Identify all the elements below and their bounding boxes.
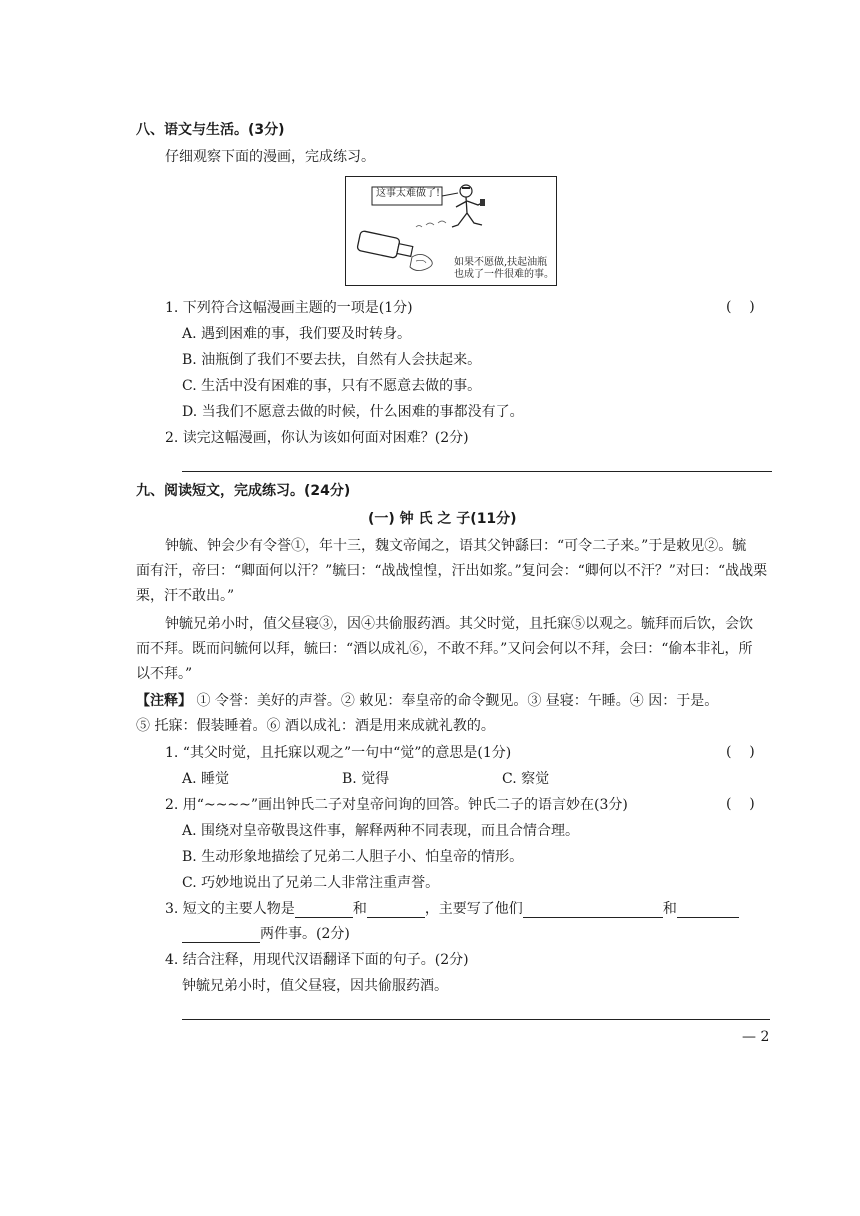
s9-q3-part2: 和 [352, 901, 367, 917]
cartoon-caption-1: 如果不愿做,扶起油瓶 [454, 257, 548, 268]
s9-q4-sentence: 钟毓兄弟小时，值父昼寝，因共偷服药酒。 [182, 978, 448, 994]
s9-q3-blank-event2b[interactable] [182, 928, 260, 943]
s9-q3-line2 [182, 925, 350, 943]
s9-q2-option-c: C. 巧妙地说出了兄弟二人非常注重声誉。 [182, 875, 440, 891]
s8-q1-stem: 1. 下列符合这幅漫画主题的一项是(1分) [165, 300, 413, 316]
notes-text-1: ① 令誉：美好的声誉。② 敕见：奉皇帝的命令觐见。③ 昼寝：午睡。④ 因：于是。 [196, 693, 719, 709]
s9-q1-option-a: A. 睡觉 [182, 771, 230, 787]
s9-q3-blank-event2a[interactable] [677, 903, 739, 918]
cartoon-speech: 这事太难做了! [376, 188, 441, 199]
notes-label: 【注释】 [136, 693, 192, 709]
passage-para1-line2: 面有汗，帝曰：“卿面何以汗？”毓曰：“战战惶惶，汗出如浆。”复问会：“卿何以不汗？”对曰：“战战栗 [136, 563, 768, 579]
s8-q1-option-d: D. 当我们不愿意去做的时候，什么困难的事都没有了。 [182, 404, 524, 420]
page-number: — 2 [742, 1029, 770, 1045]
notes-line1 [136, 692, 718, 710]
section-9-heading: 九、阅读短文，完成练习。(24分) [136, 483, 351, 499]
s9-q2-option-b: B. 生动形象地描绘了兄弟二人胆子小、怕皇帝的情形。 [182, 849, 524, 865]
passage-para1-line3: 栗，汗不敢出。” [136, 588, 235, 604]
s9-q3-blank-person1[interactable] [295, 903, 353, 918]
s9-q3-blank-event1[interactable] [523, 903, 663, 918]
s9-q2-stem: 2. 用“~~~~”画出钟氏二子对皇帝问询的回答。钟氏二子的语言妙在(3分) [165, 797, 628, 813]
s9-q1-stem: 1. “其父时觉，且托寐以观之”一句中“觉”的意思是(1分) [165, 745, 512, 761]
passage-para1-line1: 钟毓、钟会少有令誉①，年十三，魏文帝闻之，语其父钟繇曰：“可令二子来。”于是敕见②。毓 [165, 538, 747, 554]
s9-q3-part5: 两件事。(2分) [260, 926, 350, 942]
s9-q3-part1: 3. 短文的主要人物是 [165, 901, 295, 917]
s9-q1-option-c: C. 察觉 [502, 771, 550, 787]
cartoon-panel [345, 176, 557, 286]
s9-q3-part3: ，主要写了他们 [424, 901, 523, 917]
section-8-instruction: 仔细观察下面的漫画，完成练习。 [165, 149, 375, 165]
s9-q3-line1 [165, 900, 739, 918]
s9-q4-stem: 4. 结合注释，用现代汉语翻译下面的句子。(2分) [165, 952, 469, 968]
s8-q2-stem: 2. 读完这幅漫画，你认为该如何面对困难？(2分) [165, 430, 469, 446]
s8-q1-option-a: A. 遇到困难的事，我们要及时转身。 [182, 326, 412, 342]
passage-para2-line3: 以不拜。” [136, 666, 193, 682]
cartoon-caption-2: 也成了一件很难的事。 [454, 269, 554, 280]
passage-para2-line1: 钟毓兄弟小时，值父昼寝③，因④共偷服药酒。其父时觉，且托寐⑤以观之。毓拜而后饮，会饮 [165, 616, 753, 632]
s9-q2-answer-paren[interactable]: ( ) [726, 796, 755, 812]
section-8-heading: 八、语文与生活。(3分) [136, 122, 285, 138]
s9-q1-answer-paren[interactable]: ( ) [726, 744, 755, 760]
s9-q3-blank-person2[interactable] [367, 903, 425, 918]
s9-q4-answer-line[interactable] [182, 1019, 770, 1020]
passage-para2-line2: 而不拜。既而问毓何以拜，毓曰：“酒以成礼⑥，不敢不拜。”又问会何以不拜，会曰：“偷本非礼，所 [136, 641, 753, 657]
s8-q1-option-c: C. 生活中没有困难的事，只有不愿意去做的事。 [182, 378, 482, 394]
s9-q2-option-a: A. 围绕对皇帝敬畏这件事，解释两种不同表现，而且合情合理。 [182, 823, 580, 839]
notes-line2: ⑤ 托寐：假装睡着。⑥ 酒以成礼：酒是用来成就礼教的。 [136, 718, 495, 734]
s8-q1-option-b: B. 油瓶倒了我们不要去扶，自然有人会扶起来。 [182, 352, 482, 368]
passage-title: (一) 钟 氏 之 子(11分) [368, 511, 517, 527]
s8-q2-answer-line[interactable] [182, 471, 772, 472]
s9-q3-part4: 和 [662, 901, 677, 917]
s9-q1-option-b: B. 觉得 [342, 771, 390, 787]
s8-q1-answer-paren[interactable]: ( ) [726, 299, 755, 315]
